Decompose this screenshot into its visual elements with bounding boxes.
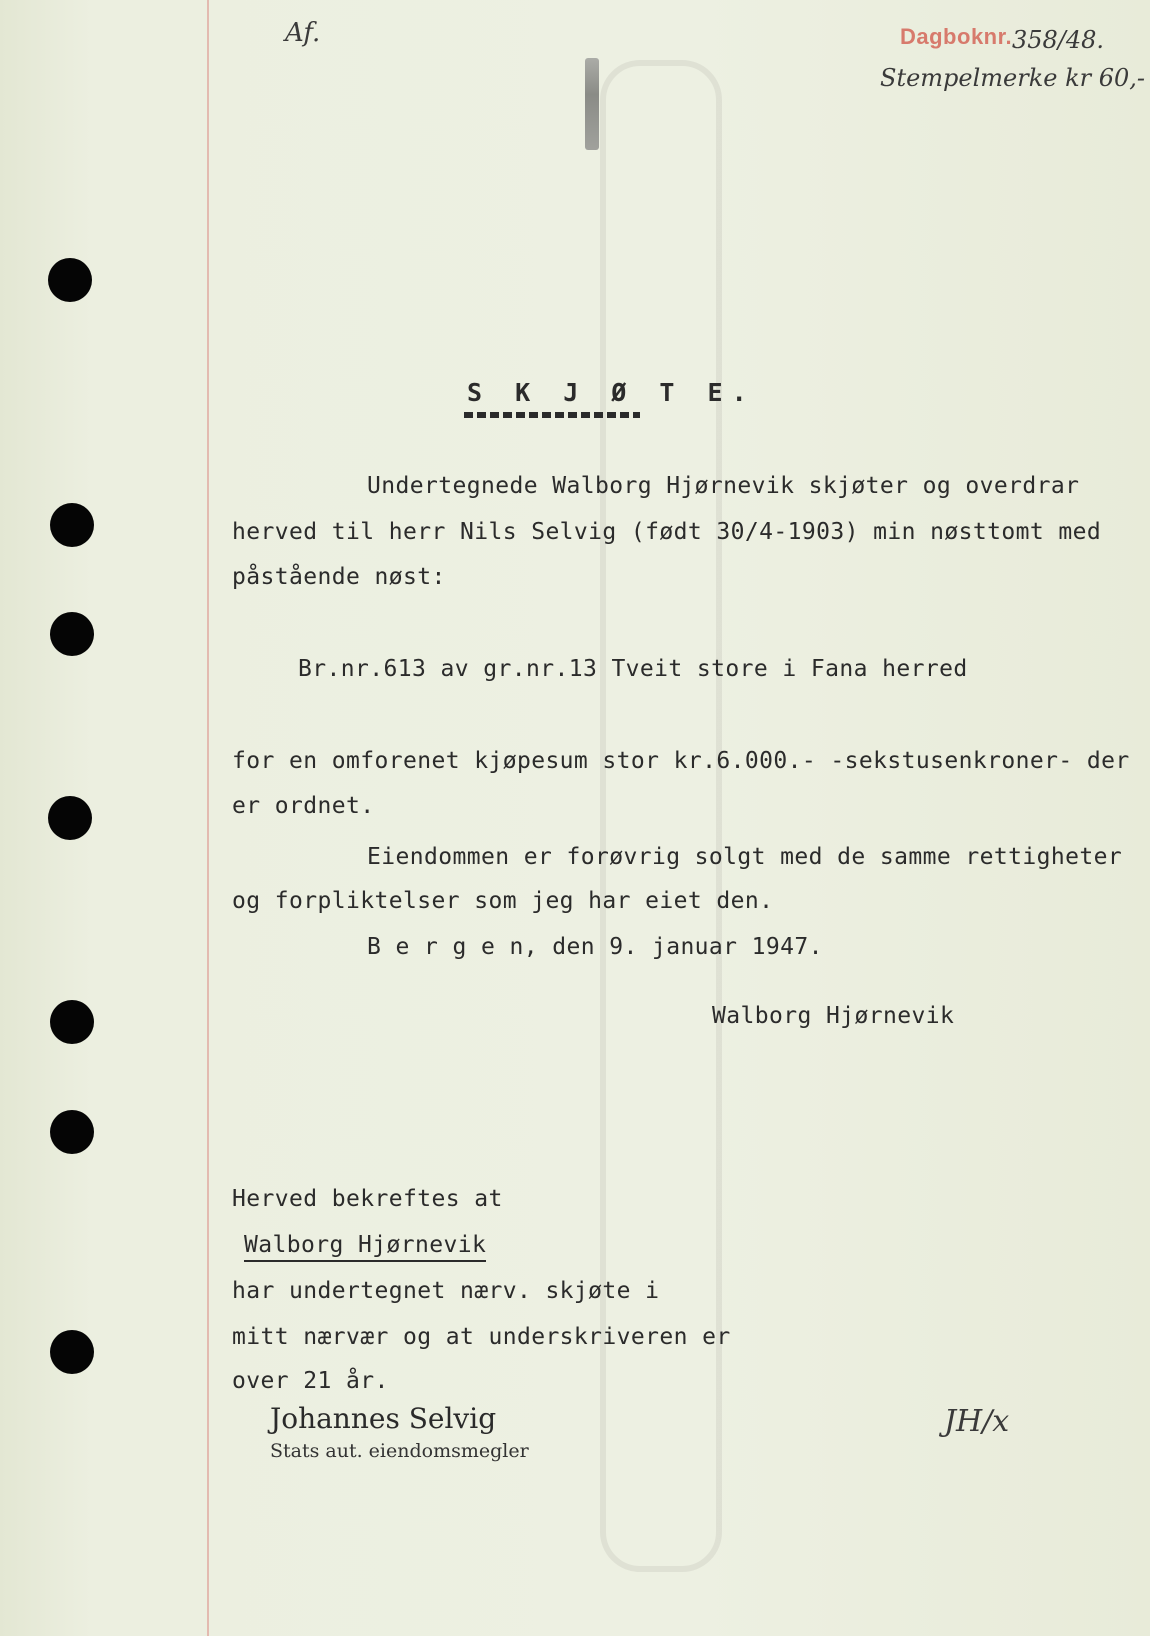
body-line: påstående nøst: (232, 564, 446, 590)
punch-hole (50, 1000, 94, 1044)
body-line: Undertegnede Walborg Hjørnevik skjøter og overdrar (367, 473, 1080, 499)
punch-hole (48, 258, 92, 302)
seller-signature: Walborg Hjørnevik (712, 1003, 955, 1029)
body-line: og forpliktelser som jeg har eiet den. (232, 888, 774, 914)
punch-hole (50, 612, 94, 656)
punch-hole (48, 796, 92, 840)
punch-hole (50, 1330, 94, 1374)
attestation-line: har undertegnet nærv. skjøte i (232, 1278, 660, 1304)
attestation-line: Herved bekreftes at (232, 1186, 503, 1212)
body-line: er ordnet. (232, 793, 375, 819)
body-line: Eiendommen er forøvrig solgt med de samme rettigheter (367, 844, 1123, 870)
punch-hole (50, 1110, 94, 1154)
body-line: for en omforenet kjøpesum stor kr.6.000.- -sekstusenkroner- der (232, 748, 1130, 774)
witness-name-stamp: Johannes Selvig (270, 1402, 497, 1435)
stamp-note: Stempelmerke kr 60,- (880, 64, 1146, 92)
body-line: herved til herr Nils Selvig (født 30/4-1903) min nøsttomt med (232, 519, 1102, 545)
attestation-line: mitt nærvær og at underskriveren er (232, 1324, 731, 1350)
document-title: S K J Ø T E. (467, 378, 756, 407)
title-underline (464, 412, 640, 418)
attestation-line: over 21 år. (232, 1368, 389, 1394)
dagbok-label: Dagboknr. (900, 24, 1013, 49)
place-date-line: B e r g e n, den 9. januar 1947. (367, 934, 823, 960)
margin-line (207, 0, 209, 1636)
attested-name-wrap (244, 1232, 486, 1258)
dagbok-number: 358/48. (1012, 26, 1105, 54)
clerk-initials: JH/x (944, 1404, 1010, 1439)
attested-name: Walborg Hjørnevik (244, 1232, 486, 1262)
pencil-mark (585, 58, 599, 150)
header-initials: Af. (285, 18, 321, 48)
witness-title-stamp: Stats aut. eiendomsmegler (270, 1440, 529, 1462)
property-line: Br.nr.613 av gr.nr.13 Tveit store i Fana herred (298, 656, 968, 682)
punch-hole (50, 503, 94, 547)
